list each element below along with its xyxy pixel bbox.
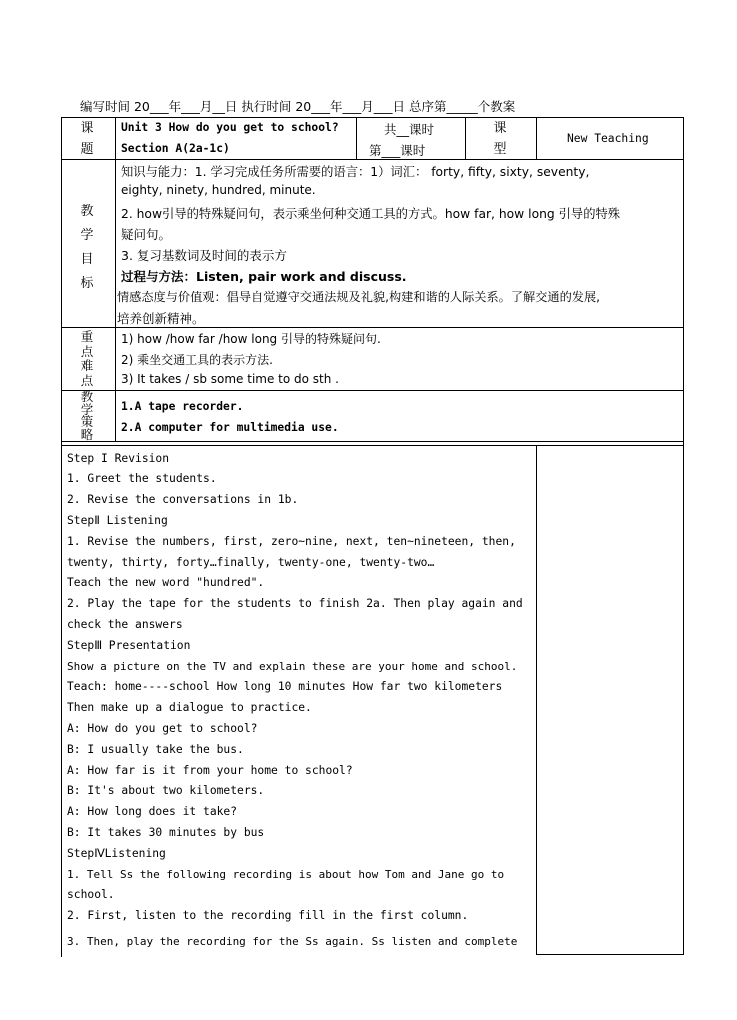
- procedure-line: 1. Tell Ss the following recording is about how Tom and Jane go to: [67, 868, 505, 881]
- procedure-line: Step I Revision: [67, 452, 170, 465]
- procedure-line: StepⅢ Presentation: [67, 639, 191, 652]
- notes-column: [537, 446, 683, 954]
- procedure-line: check the answers: [67, 618, 183, 631]
- row-divider: [61, 441, 684, 442]
- type-column-divider: [536, 117, 537, 159]
- lesson-type-value: New Teaching: [567, 132, 649, 145]
- objective-line: 知识与能力：1. 学习完成任务所需要的语言：1）词汇： forty, fifty, sixty, seventy,: [121, 165, 590, 179]
- procedure-line: Show a picture on the TV and explain these are your home and school.: [67, 660, 518, 673]
- procedure-line: 1. Revise the numbers, first, zero~nine, next, ten~nineteen, then,: [67, 535, 516, 548]
- procedure-line: A: How long does it take?: [67, 805, 238, 818]
- procedure-line: 2. Play the tape for the students to finish 2a. Then play again and: [67, 597, 523, 610]
- objective-line: eighty, ninety, hundred, minute.: [121, 183, 316, 197]
- procedure-line: 2. First, listen to the recording fill in the first column.: [67, 909, 469, 922]
- objectives-label: 教 学 目 标: [80, 204, 94, 291]
- keypoint-line: 3) It takes / sb some time to do sth .: [121, 372, 339, 386]
- objective-line: 疑问句。: [121, 227, 172, 242]
- objective-line: 情感态度与价值观：倡导自觉遵守交通法规及礼貌,构建和谐的人际关系。了解交通的发展,: [117, 290, 601, 304]
- unit-title: Unit 3 How do you get to school?: [121, 121, 339, 134]
- notes-column-bottom: [536, 954, 684, 955]
- objective-line: 3. 复习基数词及时间的表示方: [121, 248, 287, 263]
- procedure-line: B: It's about two kilometers.: [67, 784, 265, 797]
- procedure-line: B: I usually take the bus.: [67, 743, 244, 756]
- strategy-label: 教 学 策 略: [80, 389, 94, 442]
- row-divider: [61, 327, 684, 328]
- section-title: Section A(2a-1c): [121, 142, 230, 155]
- table-left-border: [61, 117, 62, 957]
- procedure-line: A: How do you get to school?: [67, 722, 258, 735]
- procedure-line: school.: [67, 888, 115, 901]
- periods-column-divider: [465, 117, 466, 159]
- table-top-border: [61, 117, 684, 118]
- strategy-line: 2.A computer for multimedia use.: [121, 421, 339, 434]
- objective-line: 过程与方法：Listen, pair work and discuss.: [121, 269, 407, 284]
- table-right-border: [683, 117, 684, 955]
- objective-line: 培养创新精神。: [117, 311, 205, 326]
- procedure-line: 2. Revise the conversations in 1b.: [67, 493, 299, 506]
- current-period: 第___课时: [369, 143, 426, 158]
- row-divider: [61, 159, 684, 160]
- title-column-divider: [356, 117, 357, 159]
- lesson-type-label: 课 型: [493, 121, 507, 157]
- row-divider: [61, 390, 684, 391]
- keypoint-line: 1) how /how far /how long 引导的特殊疑问句.: [121, 332, 381, 346]
- keypoints-label: 重 点 难 点: [80, 329, 94, 388]
- procedure-line: Teach the new word "hundred".: [67, 576, 265, 589]
- procedure-line: Then make up a dialogue to practice.: [67, 701, 312, 714]
- procedure-line: Teach: home----school How long 10 minutes How far two kilometers: [67, 680, 503, 693]
- procedure-line: 1. Greet the students.: [67, 472, 217, 485]
- procedure-line: 3. Then, play the recording for the Ss again. Ss listen and complete: [67, 935, 518, 948]
- objective-line: 2. how引导的特殊疑问句，表示乘坐何种交通工具的方式。how far, how long 引导的特殊: [121, 207, 621, 221]
- procedure-line: twenty, thirty, forty…finally, twenty-one, twenty-two…: [67, 556, 435, 569]
- lesson-plan-header: 编写时间 20___年___月__日 执行时间 20___年___月___日 总序第_____个教案: [80, 99, 516, 114]
- procedure-line: StepⅣListening: [67, 847, 166, 860]
- label-column-divider: [115, 117, 116, 442]
- procedure-line: A: How far is it from your home to school?: [67, 764, 353, 777]
- procedure-line: B: It takes 30 minutes by bus: [67, 826, 265, 839]
- keypoint-line: 2) 乘坐交通工具的表示方法.: [121, 353, 273, 367]
- strategy-line: 1.A tape recorder.: [121, 400, 244, 413]
- procedure-line: StepⅡ Listening: [67, 514, 168, 527]
- total-periods: 共__课时: [384, 122, 435, 137]
- title-label: 课 题: [80, 121, 94, 157]
